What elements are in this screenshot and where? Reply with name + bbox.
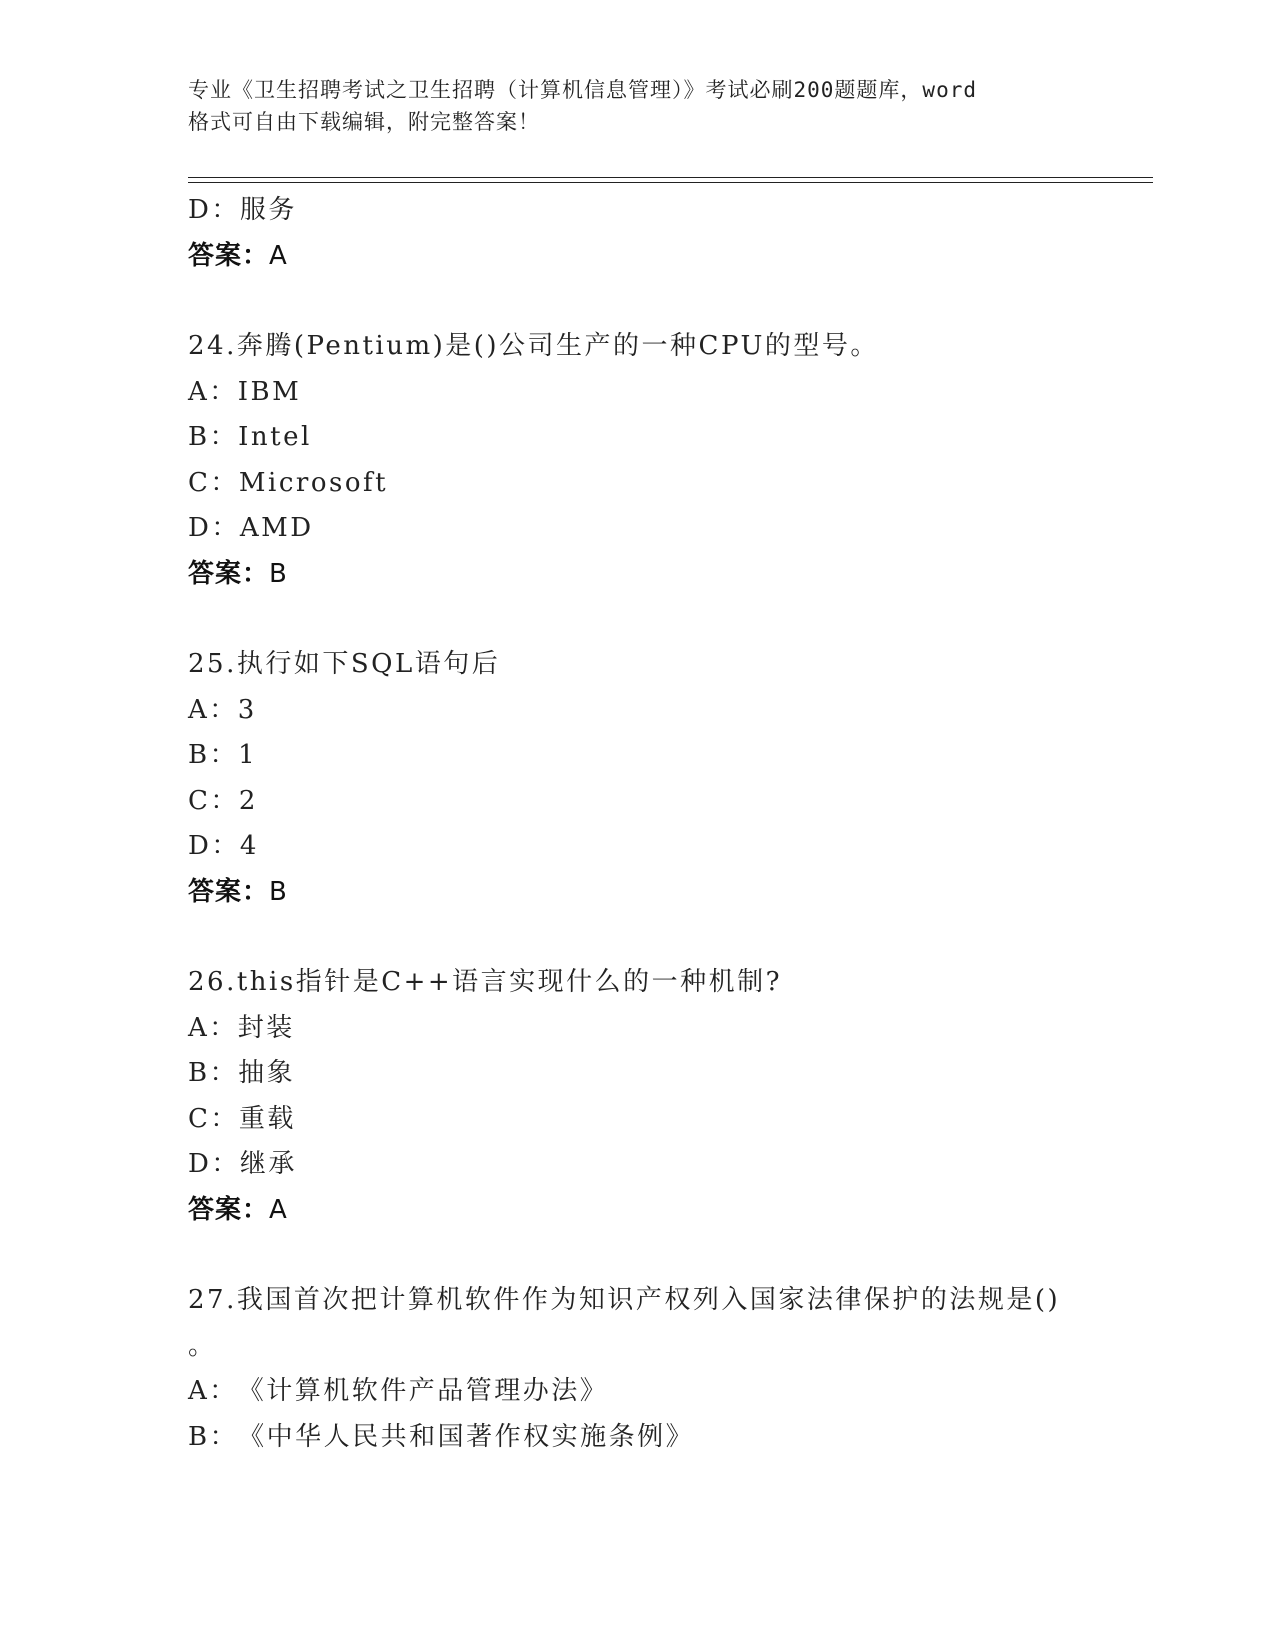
- question-stem: 26.this指针是C++语言实现什么的一种机制?: [188, 967, 783, 997]
- option-key: D：: [188, 195, 240, 225]
- answer-line: [188, 1188, 1128, 1234]
- option-key: C：: [188, 467, 239, 498]
- option-text: Intel: [238, 422, 312, 452]
- option-key: A：: [188, 376, 238, 407]
- option-text: 《计算机软件产品管理办法》: [237, 1376, 609, 1406]
- header-line-2: 格式可自由下载编辑，附完整答案！: [188, 110, 540, 134]
- option-key: B：: [188, 422, 239, 452]
- option-b: [188, 733, 1128, 779]
- option-key: A：: [188, 694, 238, 725]
- option-text: 服务: [239, 195, 297, 225]
- option-text: 《中华人民共和国著作权实施条例》: [238, 1421, 695, 1452]
- spacer: [188, 915, 1128, 960]
- option-key: D：: [188, 513, 240, 543]
- spacer: [188, 279, 1128, 324]
- answer-label: 答案：: [188, 240, 270, 271]
- option-c: [188, 461, 1128, 507]
- option-d: [188, 506, 1128, 552]
- option-text: IBM: [237, 376, 302, 407]
- option-text: 继承: [239, 1149, 297, 1179]
- answer-line: [188, 552, 1128, 598]
- option-a: [188, 1369, 1128, 1415]
- option-key: C：: [188, 1103, 239, 1134]
- option-b: [188, 415, 1128, 461]
- option-key: B：: [188, 1421, 239, 1452]
- answer-value: B: [269, 876, 288, 907]
- spacer: [188, 597, 1128, 642]
- option-key: D：: [188, 831, 240, 861]
- question-list: [188, 188, 1128, 1460]
- option-text: 重载: [238, 1103, 296, 1134]
- option-d: [188, 188, 1128, 234]
- option-c: [188, 779, 1128, 825]
- answer-label: 答案：: [188, 1194, 270, 1225]
- question-stem: 27.我国首次把计算机软件作为知识产权列入国家法律保护的法规是(): [188, 1285, 1061, 1315]
- answer-line: [188, 870, 1128, 916]
- option-d: [188, 824, 1128, 870]
- header-divider-bottom: [188, 182, 1153, 183]
- header-divider-top: [188, 177, 1153, 178]
- option-key: D：: [188, 1149, 240, 1179]
- option-text: 1: [238, 740, 258, 770]
- page-header: [188, 74, 1108, 138]
- question-stem-continuation: 。: [188, 1330, 217, 1361]
- option-text: 3: [237, 694, 257, 725]
- spacer: [188, 1233, 1128, 1278]
- answer-label: 答案：: [188, 876, 270, 907]
- answer-value: B: [269, 558, 288, 589]
- option-b: [188, 1051, 1128, 1097]
- option-text: 4: [239, 831, 259, 861]
- option-key: C：: [188, 785, 239, 816]
- option-text: AMD: [239, 513, 314, 543]
- header-line-1: 专业《卫生招聘考试之卫生招聘（计算机信息管理）》考试必刷200题题库，word: [188, 78, 977, 102]
- option-text: Microsoft: [238, 467, 389, 498]
- option-text: 抽象: [238, 1058, 296, 1088]
- option-key: B：: [188, 740, 239, 770]
- option-key: A：: [188, 1376, 238, 1406]
- option-a: [188, 1006, 1128, 1052]
- option-text: 封装: [237, 1012, 295, 1043]
- answer-value: A: [269, 1194, 288, 1225]
- question-stem: 24.奔腾(Pentium)是()公司生产的一种CPU的型号。: [188, 331, 879, 361]
- option-a: [188, 688, 1128, 734]
- option-b: [188, 1415, 1128, 1461]
- answer-line: [188, 234, 1128, 280]
- option-c: [188, 1097, 1128, 1143]
- option-key: A：: [188, 1012, 238, 1043]
- answer-label: 答案：: [188, 558, 270, 589]
- question-stem: 25.执行如下SQL语句后: [188, 649, 501, 679]
- option-a: [188, 370, 1128, 416]
- option-key: B：: [188, 1058, 239, 1088]
- option-d: [188, 1142, 1128, 1188]
- answer-value: A: [269, 240, 288, 271]
- option-text: 2: [238, 785, 258, 816]
